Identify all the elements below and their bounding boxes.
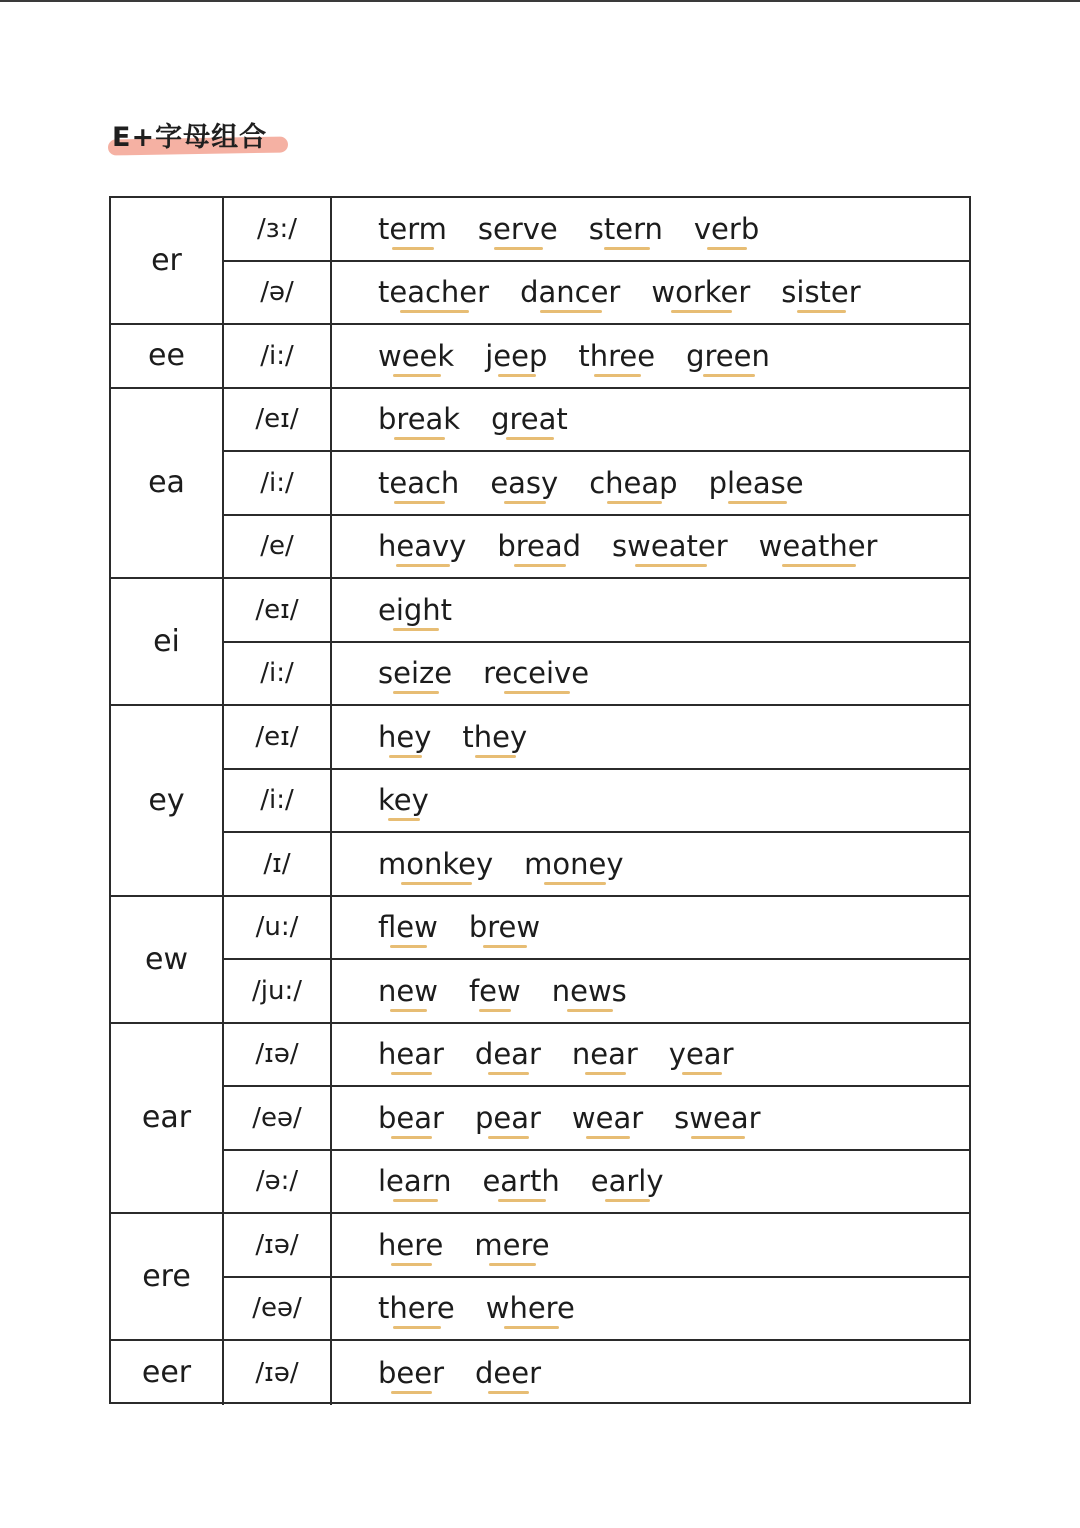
example-word: new — [378, 973, 438, 1008]
words-cell — [332, 262, 969, 326]
ipa-cell: /ɪ/ — [224, 833, 332, 897]
words-cell — [332, 833, 969, 897]
example-word: cheap — [589, 465, 678, 500]
page-top-edge — [0, 0, 1080, 2]
title-block — [112, 118, 267, 162]
ipa-cell: /eɪ/ — [224, 706, 332, 770]
words-cell — [332, 325, 969, 389]
combo-cell: ere — [111, 1214, 224, 1341]
example-word: great — [491, 402, 568, 437]
words-cell — [332, 770, 969, 834]
ipa-cell: /eə/ — [224, 1278, 332, 1342]
ipa-cell: /eɪ/ — [224, 389, 332, 453]
example-word: near — [571, 1037, 638, 1072]
ipa-cell: /ɪə/ — [224, 1341, 332, 1405]
example-word: break — [378, 402, 461, 437]
ipa-cell: /i:/ — [224, 325, 332, 389]
example-word: weather — [758, 529, 878, 564]
ipa-cell: /i:/ — [224, 452, 332, 516]
example-word: week — [378, 338, 455, 373]
words-cell — [332, 389, 969, 453]
combo-cell: ew — [111, 897, 224, 1024]
ipa-cell: /ju:/ — [224, 960, 332, 1024]
example-word: flew — [378, 910, 438, 945]
example-word: swear — [674, 1100, 761, 1135]
example-word: early — [590, 1164, 664, 1199]
example-word: hear — [378, 1037, 444, 1072]
combo-cell: ei — [111, 579, 224, 706]
ipa-cell: /i:/ — [224, 770, 332, 834]
example-word: dear — [474, 1037, 541, 1072]
example-word: easy — [490, 465, 559, 500]
ipa-cell: /u:/ — [224, 897, 332, 961]
words-cell — [332, 516, 969, 580]
example-word: worker — [651, 275, 751, 310]
ipa-cell: /eə/ — [224, 1087, 332, 1151]
example-word: sister — [781, 275, 861, 310]
words-cell — [332, 1278, 969, 1342]
example-word: here — [378, 1227, 444, 1262]
example-word: hey — [378, 719, 432, 754]
example-word: deer — [475, 1355, 542, 1390]
example-word: heavy — [378, 529, 467, 564]
example-word: sweater — [612, 529, 728, 564]
example-word: receive — [483, 656, 590, 691]
example-word: year — [668, 1037, 734, 1072]
example-word: mere — [474, 1227, 550, 1262]
example-word: news — [551, 973, 627, 1008]
words-cell — [332, 579, 969, 643]
words-cell — [332, 1024, 969, 1088]
example-word: bear — [378, 1100, 444, 1135]
example-word: bread — [497, 529, 582, 564]
example-word: teach — [378, 465, 460, 500]
words-cell — [332, 1151, 969, 1215]
example-word: jeep — [485, 338, 548, 373]
page-title: E+字母组合 — [112, 122, 268, 153]
words-cell — [332, 643, 969, 707]
ipa-cell: /ə:/ — [224, 1151, 332, 1215]
example-word: they — [462, 719, 528, 754]
example-word: green — [686, 338, 770, 373]
example-word: money — [524, 846, 624, 881]
example-word: wear — [571, 1100, 644, 1135]
example-word: seize — [378, 656, 453, 691]
combo-cell: ea — [111, 389, 224, 580]
example-word: please — [708, 465, 804, 500]
words-cell — [332, 452, 969, 516]
example-word: earth — [482, 1164, 560, 1199]
words-cell — [332, 1087, 969, 1151]
combo-cell: er — [111, 198, 224, 325]
example-word: serve — [477, 211, 558, 246]
example-word: monkey — [378, 846, 494, 881]
example-word: few — [468, 973, 521, 1008]
ipa-cell: /i:/ — [224, 643, 332, 707]
example-word: three — [578, 338, 656, 373]
phonics-table — [109, 196, 971, 1404]
ipa-cell: /e/ — [224, 516, 332, 580]
combo-cell: ear — [111, 1024, 224, 1215]
example-word: beer — [378, 1355, 445, 1390]
ipa-cell: /ə/ — [224, 262, 332, 326]
example-word: key — [378, 783, 429, 818]
example-word: term — [378, 211, 447, 246]
words-cell — [332, 960, 969, 1024]
combo-cell: ee — [111, 325, 224, 389]
words-cell — [332, 1341, 969, 1405]
example-word: stern — [588, 211, 663, 246]
combo-cell: ey — [111, 706, 224, 897]
example-word: eight — [378, 592, 453, 627]
example-word: pear — [474, 1100, 541, 1135]
words-cell — [332, 897, 969, 961]
example-word: where — [485, 1291, 575, 1326]
example-word: teacher — [378, 275, 490, 310]
combo-cell: eer — [111, 1341, 224, 1405]
example-word: dancer — [520, 275, 621, 310]
words-cell — [332, 706, 969, 770]
example-word: there — [378, 1291, 455, 1326]
example-word: verb — [693, 211, 760, 246]
example-word: brew — [468, 910, 541, 945]
ipa-cell: /ɪə/ — [224, 1214, 332, 1278]
words-cell — [332, 1214, 969, 1278]
example-word: learn — [378, 1164, 452, 1199]
ipa-cell: /ɜ:/ — [224, 198, 332, 262]
ipa-cell: /ɪə/ — [224, 1024, 332, 1088]
words-cell — [332, 198, 969, 262]
ipa-cell: /eɪ/ — [224, 579, 332, 643]
